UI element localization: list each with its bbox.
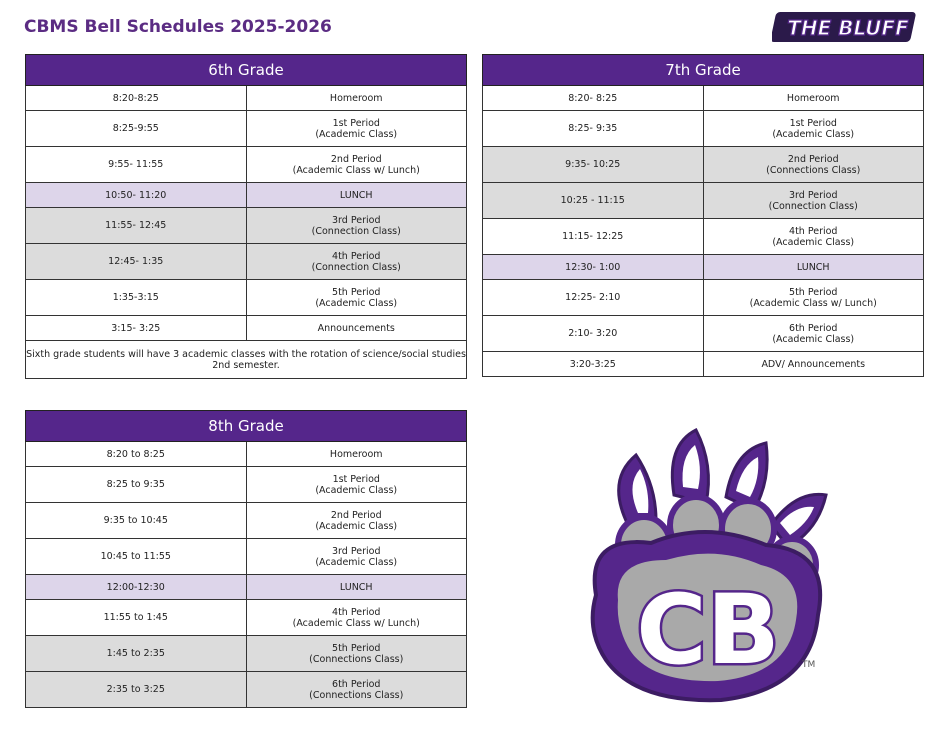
period-name bbox=[246, 600, 467, 636]
period-time: 12:30- 1:00 bbox=[483, 255, 704, 280]
period-name bbox=[703, 86, 924, 111]
grade6-note-row bbox=[26, 341, 467, 379]
grade7-title: 7th Grade bbox=[483, 55, 924, 86]
period-label: LUNCH bbox=[796, 261, 830, 273]
period-label: ADV/ Announcements bbox=[761, 358, 866, 370]
period-time: 3:15- 3:25 bbox=[26, 316, 247, 341]
period-time: 12:00-12:30 bbox=[26, 575, 247, 600]
period-time: 10:50- 11:20 bbox=[26, 183, 247, 208]
the-bluff-logo bbox=[772, 4, 922, 48]
period-label: 2nd Period bbox=[787, 153, 839, 165]
grade7-row bbox=[483, 255, 924, 280]
grade8-row bbox=[26, 503, 467, 539]
period-name bbox=[703, 255, 924, 280]
grade7-row bbox=[483, 316, 924, 352]
period-time: 2:35 to 3:25 bbox=[26, 672, 247, 708]
grade6-row bbox=[26, 183, 467, 208]
period-label: 3rd Period bbox=[332, 545, 381, 557]
cb-letters: CB bbox=[636, 574, 780, 686]
period-name bbox=[246, 575, 467, 600]
period-time: 3:20-3:25 bbox=[483, 352, 704, 377]
period-label: Homeroom bbox=[329, 448, 383, 460]
period-class-type: (Academic Class) bbox=[315, 297, 398, 309]
period-class-type: (Academic Class w/ Lunch) bbox=[749, 297, 877, 309]
grade6-row bbox=[26, 244, 467, 280]
period-class-type: (Academic Class) bbox=[315, 556, 398, 568]
grade8-row bbox=[26, 442, 467, 467]
period-name bbox=[703, 219, 924, 255]
period-label: 1st Period bbox=[789, 117, 837, 129]
grade6-row bbox=[26, 316, 467, 341]
grade8-row bbox=[26, 575, 467, 600]
grade7-row bbox=[483, 352, 924, 377]
period-time: 1:35-3:15 bbox=[26, 280, 247, 316]
period-time: 8:20- 8:25 bbox=[483, 86, 704, 111]
grade7-row bbox=[483, 86, 924, 111]
period-time: 1:45 to 2:35 bbox=[26, 636, 247, 672]
period-class-type: (Connections Class) bbox=[309, 689, 404, 701]
period-label: 2nd Period bbox=[330, 153, 382, 165]
period-label: Homeroom bbox=[329, 92, 383, 104]
period-name bbox=[246, 636, 467, 672]
period-class-type: (Academic Class) bbox=[772, 236, 855, 248]
period-name bbox=[703, 183, 924, 219]
period-class-type: (Academic Class) bbox=[315, 484, 398, 496]
period-name bbox=[246, 316, 467, 341]
grade8-title: 8th Grade bbox=[26, 411, 467, 442]
period-name bbox=[703, 352, 924, 377]
period-name bbox=[703, 280, 924, 316]
period-time: 8:20-8:25 bbox=[26, 86, 247, 111]
period-time: 11:15- 12:25 bbox=[483, 219, 704, 255]
period-class-type: (Academic Class w/ Lunch) bbox=[292, 617, 420, 629]
grade6-row bbox=[26, 147, 467, 183]
period-class-type: (Academic Class) bbox=[315, 520, 398, 532]
period-class-type: (Connection Class) bbox=[768, 200, 858, 212]
grade7-schedule-table bbox=[482, 54, 924, 377]
grade7-row bbox=[483, 219, 924, 255]
period-name bbox=[246, 442, 467, 467]
period-label: 3rd Period bbox=[789, 189, 838, 201]
period-name bbox=[246, 467, 467, 503]
period-time: 10:25 - 11:15 bbox=[483, 183, 704, 219]
period-name bbox=[246, 280, 467, 316]
period-name bbox=[246, 86, 467, 111]
period-label: 5th Period bbox=[332, 286, 381, 298]
period-time: 12:25- 2:10 bbox=[483, 280, 704, 316]
period-label: 1st Period bbox=[332, 473, 380, 485]
period-time: 8:25-9:55 bbox=[26, 111, 247, 147]
period-name bbox=[246, 208, 467, 244]
period-class-type: (Academic Class) bbox=[315, 128, 398, 140]
period-label: 5th Period bbox=[332, 642, 381, 654]
grade8-row bbox=[26, 467, 467, 503]
period-label: LUNCH bbox=[339, 581, 373, 593]
period-name bbox=[246, 503, 467, 539]
grade7-row bbox=[483, 183, 924, 219]
period-label: 4th Period bbox=[332, 250, 381, 262]
period-label: 3rd Period bbox=[332, 214, 381, 226]
page-title: CBMS Bell Schedules 2025-2026 bbox=[24, 17, 332, 37]
period-label: Announcements bbox=[317, 322, 395, 334]
grade8-row bbox=[26, 672, 467, 708]
period-time: 8:25 to 9:35 bbox=[26, 467, 247, 503]
period-time: 11:55 to 1:45 bbox=[26, 600, 247, 636]
period-time: 8:20 to 8:25 bbox=[26, 442, 247, 467]
cb-paw-logo bbox=[556, 425, 846, 715]
period-name bbox=[703, 147, 924, 183]
period-label: 6th Period bbox=[789, 322, 838, 334]
grade6-row bbox=[26, 208, 467, 244]
period-label: 4th Period bbox=[789, 225, 838, 237]
period-class-type: (Academic Class w/ Lunch) bbox=[292, 164, 420, 176]
period-class-type: (Connection Class) bbox=[311, 261, 401, 273]
period-name bbox=[246, 183, 467, 208]
grade8-row bbox=[26, 600, 467, 636]
grade6-row bbox=[26, 111, 467, 147]
logo-text: THE BLUFF bbox=[787, 16, 909, 40]
period-name bbox=[246, 244, 467, 280]
period-class-type: (Academic Class) bbox=[772, 333, 855, 345]
grade6-row bbox=[26, 280, 467, 316]
period-label: 5th Period bbox=[789, 286, 838, 298]
schedule-note: Sixth grade students will have 3 academic classes with the rotation of science/social studies 2nd semester. bbox=[26, 341, 467, 379]
grade8-row bbox=[26, 636, 467, 672]
grade7-row bbox=[483, 280, 924, 316]
grade6-schedule-table bbox=[25, 54, 467, 379]
period-class-type: (Academic Class) bbox=[772, 128, 855, 140]
period-class-type: (Connections Class) bbox=[309, 653, 404, 665]
period-time: 9:35 to 10:45 bbox=[26, 503, 247, 539]
period-class-type: (Connection Class) bbox=[311, 225, 401, 237]
period-time: 10:45 to 11:55 bbox=[26, 539, 247, 575]
period-name bbox=[703, 111, 924, 147]
period-time: 8:25- 9:35 bbox=[483, 111, 704, 147]
period-label: 2nd Period bbox=[330, 509, 382, 521]
period-label: 4th Period bbox=[332, 606, 381, 618]
grade8-schedule-table bbox=[25, 410, 467, 708]
grade6-row bbox=[26, 86, 467, 111]
grade6-title: 6th Grade bbox=[26, 55, 467, 86]
period-time: 9:55- 11:55 bbox=[26, 147, 247, 183]
grade7-row bbox=[483, 147, 924, 183]
period-time: 12:45- 1:35 bbox=[26, 244, 247, 280]
period-name bbox=[246, 147, 467, 183]
grade8-row bbox=[26, 539, 467, 575]
period-name bbox=[246, 672, 467, 708]
period-label: 6th Period bbox=[332, 678, 381, 690]
period-time: 9:35- 10:25 bbox=[483, 147, 704, 183]
period-label: 1st Period bbox=[332, 117, 380, 129]
period-time: 11:55- 12:45 bbox=[26, 208, 247, 244]
period-label: LUNCH bbox=[339, 189, 373, 201]
period-label: Homeroom bbox=[786, 92, 840, 104]
period-name bbox=[246, 111, 467, 147]
period-name bbox=[246, 539, 467, 575]
period-time: 2:10- 3:20 bbox=[483, 316, 704, 352]
trademark-mark: TM bbox=[802, 660, 816, 670]
period-class-type: (Connections Class) bbox=[766, 164, 861, 176]
period-name bbox=[703, 316, 924, 352]
grade7-row bbox=[483, 111, 924, 147]
